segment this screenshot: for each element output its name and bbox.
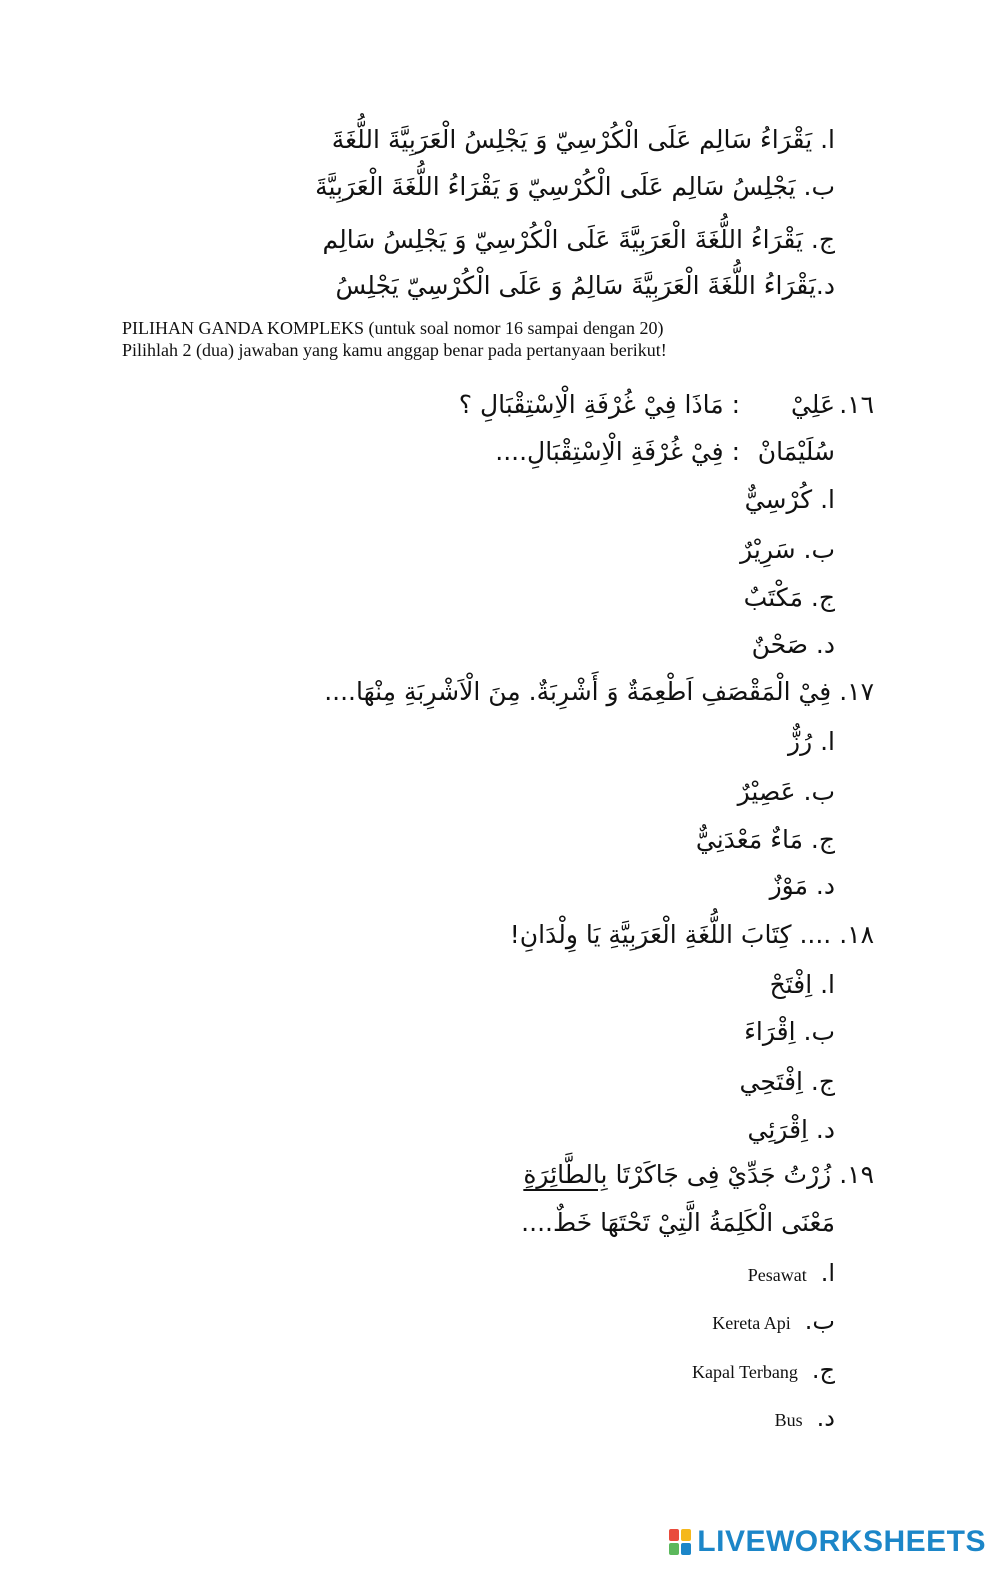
q19-option-a[interactable] xyxy=(748,1258,835,1291)
q16-line-2: : فِيْ غُرْفَةِ الْاِسْتِقْبَالِ.... xyxy=(495,437,740,466)
q19-question xyxy=(523,1155,874,1195)
q19-option-b-letter: ب. xyxy=(804,1307,835,1335)
q16-number: ١٦. xyxy=(839,390,874,419)
q19-underlined-word: بِالطَّائِرَةِ xyxy=(523,1160,608,1189)
q19-option-d-text: Bus xyxy=(774,1410,803,1430)
prev-option-c[interactable]: ج. يَقْرَاءُ اللُّغَةَ الْعَرَبِيَّةَ عَلَى الْكُرْسِيّ وَ يَجْلِسُ سَالِم xyxy=(322,225,835,254)
liveworksheets-logo-icon xyxy=(669,1529,691,1555)
prev-option-a[interactable]: ا. يَقْرَاءُ سَالِم عَلَى الْكُرْسِيّ وَ يَجْلِسُ الْعَرَبِيَّةَ اللُّغَةَ xyxy=(331,125,835,154)
q19-option-c-text: Kapal Terbang xyxy=(692,1362,798,1382)
q16-option-c[interactable]: ج. مَكْتَبٌ xyxy=(743,583,835,612)
q16-speaker-1: عَلِيْ xyxy=(790,390,835,419)
q17-question: ١٧. فِيْ الْمَقْصَفِ اَطْعِمَةٌ وَ أَشْرِبَةٌ. مِنَ الْاَشْرِبَةِ مِنْهَا.... xyxy=(324,677,874,706)
q19-option-d-letter: د. xyxy=(816,1404,835,1432)
logo-square-yellow xyxy=(681,1529,691,1541)
q19-option-c[interactable] xyxy=(692,1355,835,1388)
q16-speaker-2: سُلَيْمَانْ xyxy=(757,437,835,466)
section-instruction: Pilihlah 2 (dua) jawaban yang kamu anggap benar pada pertanyaan berikut! xyxy=(122,340,667,360)
brand-name: LIVEWORKSHEETS xyxy=(697,1525,986,1558)
logo-square-red xyxy=(669,1529,679,1541)
logo-square-blue xyxy=(681,1543,691,1555)
q19-option-a-letter: ا. xyxy=(820,1259,835,1287)
q19-option-b[interactable] xyxy=(712,1306,835,1339)
q19-option-b-text: Kereta Api xyxy=(712,1313,791,1333)
q16-line-1: : مَاذَا فِيْ غُرْفَةِ الْاِسْتِقْبَالِ ؟ xyxy=(458,390,740,419)
footer-brand[interactable] xyxy=(669,1525,986,1559)
q18-option-a[interactable]: ا. اِفْتَحْ xyxy=(769,970,835,999)
q16-option-b[interactable]: ب. سَرِيْرٌ xyxy=(740,535,835,564)
q19-option-d[interactable] xyxy=(775,1403,835,1436)
q16-option-d[interactable]: د. صَحْنٌ xyxy=(751,630,835,659)
q17-option-d[interactable]: د. مَوْزٌ xyxy=(769,871,835,900)
q18-option-c[interactable]: ج. اِفْتَحِي xyxy=(739,1067,835,1096)
section-title: PILIHAN GANDA KOMPLEKS (untuk soal nomor 16 sampai dengan 20) xyxy=(122,318,664,338)
prev-option-b[interactable]: ب. يَجْلِسُ سَالِم عَلَى الْكُرْسِيّ وَ يَقْرَاءُ اللُّغَةَ الْعَرَبِيَّةَ xyxy=(315,172,835,201)
q18-option-b[interactable]: ب. اِقْرَاءَ xyxy=(744,1017,835,1046)
q17-option-c[interactable]: ج. مَاءٌ مَعْدَنِيٌّ xyxy=(695,825,835,854)
q17-option-a[interactable]: ا. رُزٌّ xyxy=(788,727,835,756)
q19-option-c-letter: ج. xyxy=(811,1356,835,1384)
q19-subtext: مَعْنَى الْكَلِمَةُ الَّتِيْ تَحْتَهَا خَطٌ.... xyxy=(521,1208,835,1237)
logo-square-green xyxy=(669,1543,679,1555)
q19-question-text: ١٩. زُرْتُ جَدِّيْ فِى جَاكَرْتَا xyxy=(607,1160,874,1189)
q18-question: ١٨. .... كِتَابَ اللُّغَةِ الْعَرَبِيَّةِ يَا وِلْدَانِ! xyxy=(509,920,874,949)
q16-option-a[interactable]: ا. كُرْسِيٌّ xyxy=(744,485,835,514)
q19-option-a-text: Pesawat xyxy=(747,1265,807,1285)
q17-option-b[interactable]: ب. عَصِيْرٌ xyxy=(737,777,835,806)
prev-option-d[interactable]: د.يَقْرَاءُ اللُّغَةَ الْعَرَبِيَّةَ سَالِمُ وَ عَلَى الْكُرْسِيّ يَجْلِسُ xyxy=(335,271,835,300)
q18-option-d[interactable]: د. اِقْرَئِي xyxy=(747,1115,835,1144)
